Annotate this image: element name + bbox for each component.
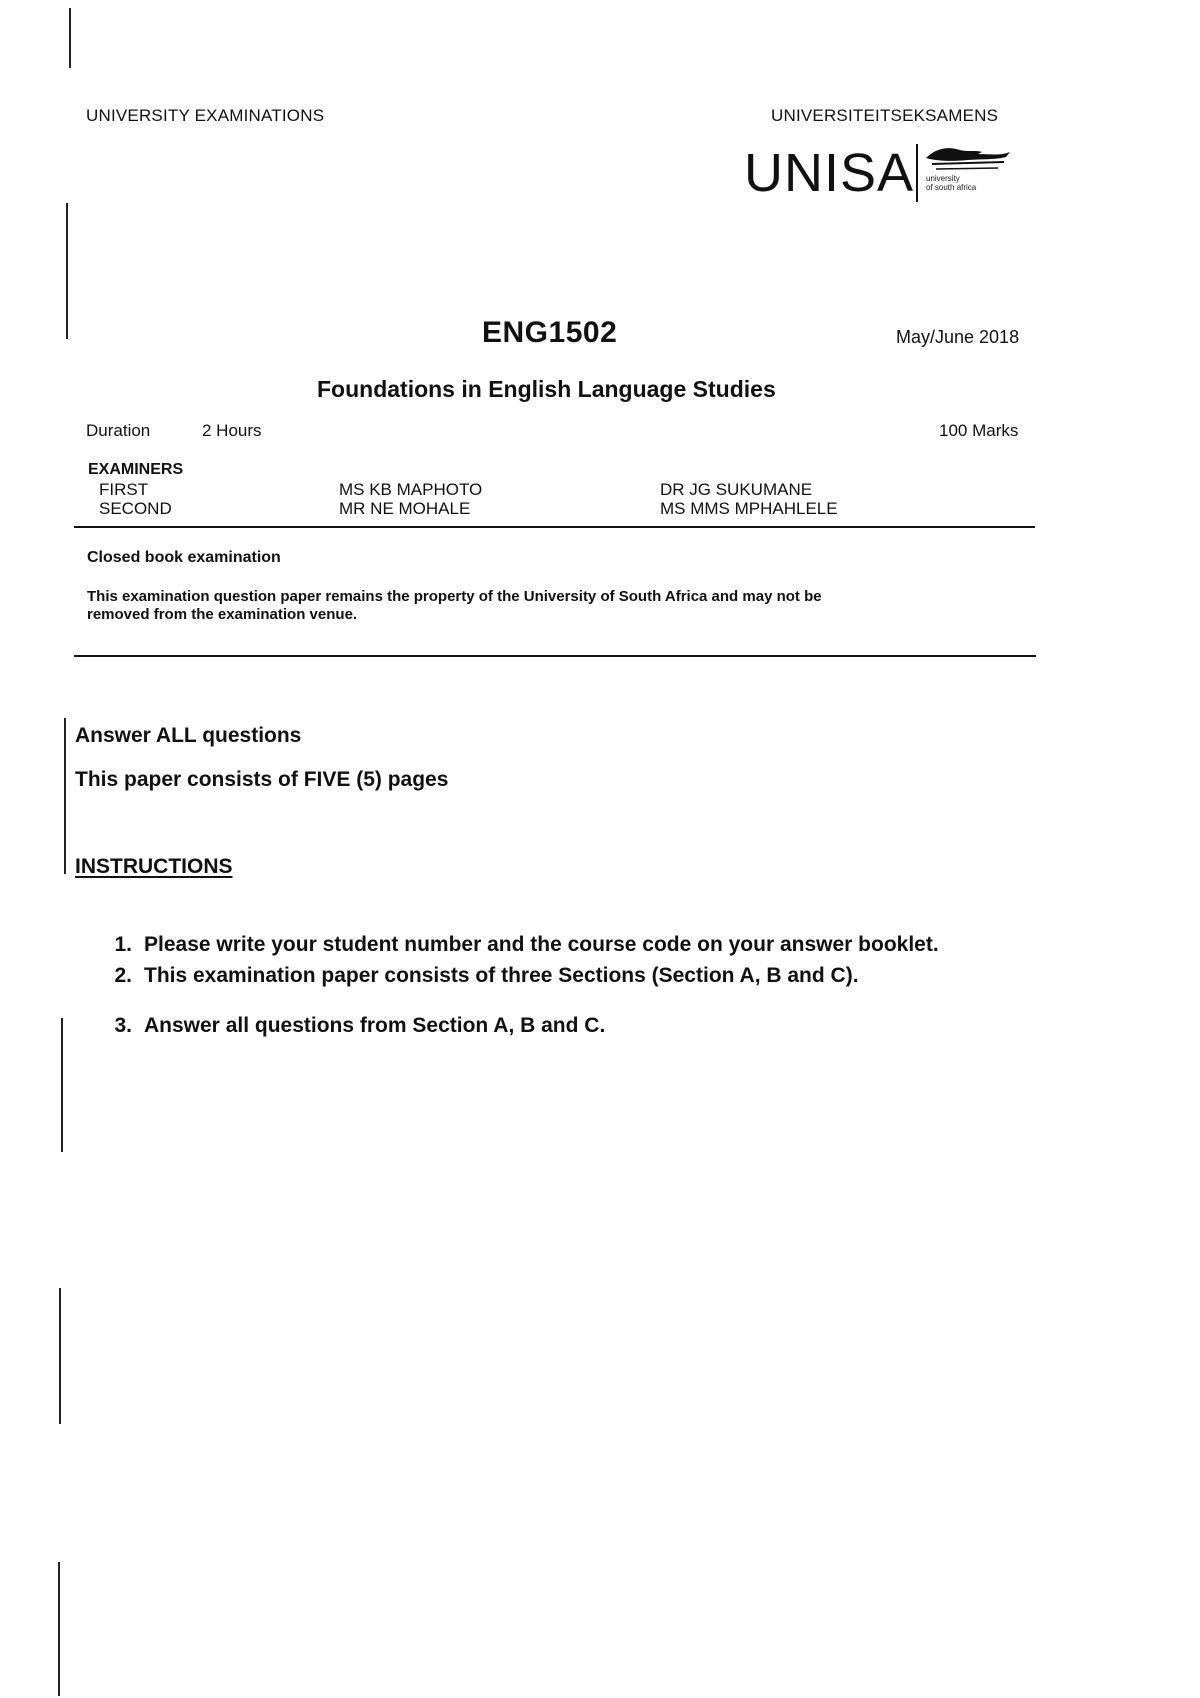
unisa-logo [744, 138, 1014, 208]
scan-margin-mark [59, 1288, 61, 1424]
page-count-note: This paper consists of FIVE (5) pages [75, 768, 449, 791]
instruction-item [96, 964, 859, 988]
scan-margin-mark [64, 718, 66, 874]
examiner-role-second: SECOND [99, 499, 172, 518]
logo-tagline [926, 174, 976, 192]
instruction-item [96, 1014, 605, 1038]
total-marks: 100 Marks [939, 421, 1019, 440]
unisa-bird-logo-icon [922, 142, 1016, 174]
property-notice [87, 588, 1007, 624]
instruction-text: Please write your student number and the course code on your answer booklet. [144, 933, 939, 956]
instructions-heading: INSTRUCTIONS [75, 855, 233, 878]
second-examiner-1: MR NE MOHALE [339, 499, 471, 518]
property-notice-line1: This examination question paper remains the property of the University of South Africa and may not be [87, 588, 822, 605]
first-examiner-2: DR JG SUKUMANE [660, 480, 813, 499]
scan-margin-mark [66, 203, 68, 339]
divider-rule [74, 526, 1035, 528]
duration-label: Duration [86, 421, 151, 440]
course-title: Foundations in English Language Studies [317, 376, 776, 402]
divider-rule [74, 655, 1036, 657]
instruction-text: This examination paper consists of three Sections (Section A, B and C). [144, 964, 859, 987]
duration-value: 2 Hours [202, 421, 262, 440]
second-examiner-2: MS MMS MPHAHLELE [660, 499, 838, 518]
instruction-text: Answer all questions from Section A, B and C. [144, 1014, 606, 1037]
examiner-role-first: FIRST [99, 480, 149, 499]
header-university-examinations: UNIVERSITY EXAMINATIONS [86, 106, 325, 125]
logo-tagline-line2: of south africa [926, 183, 977, 192]
instruction-number: 1. [114, 933, 132, 956]
logo-tagline-line1: university [926, 174, 960, 183]
examiners-heading: EXAMINERS [88, 461, 184, 478]
property-notice-line2: removed from the examination venue. [87, 606, 358, 623]
first-examiner-1: MS KB MAPHOTO [339, 480, 483, 499]
instruction-item [96, 933, 939, 957]
scan-margin-mark [58, 1562, 60, 1696]
logo-divider [916, 144, 918, 202]
course-code: ENG1502 [482, 316, 618, 349]
answer-all-questions: Answer ALL questions [75, 724, 302, 747]
scan-margin-mark [61, 1018, 63, 1152]
instruction-number: 2. [114, 964, 132, 987]
closed-book-notice: Closed book examination [87, 549, 281, 566]
scan-margin-mark [69, 8, 71, 68]
header-universiteitseksamens: UNIVERSITEITSEKSAMENS [771, 106, 999, 125]
exam-date: May/June 2018 [896, 327, 1020, 347]
instruction-number: 3. [114, 1014, 132, 1037]
logo-wordmark: UNISA [744, 143, 915, 203]
